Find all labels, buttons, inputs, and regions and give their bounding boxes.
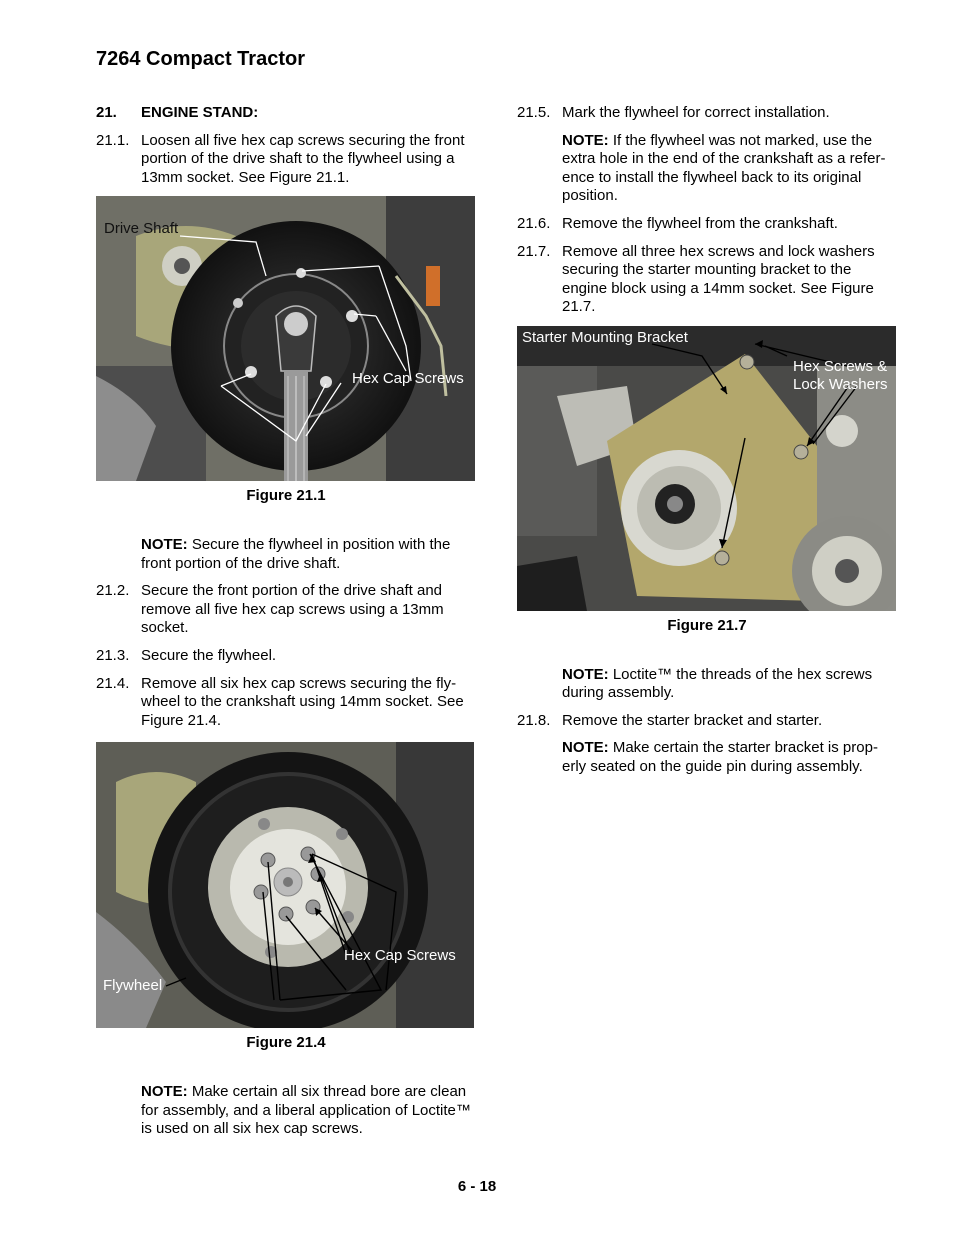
step-21-6 [517,215,897,234]
figure-21-1-photo [96,196,475,481]
right-column [517,104,897,786]
figure-21-7-caption: Figure 21.7 [667,616,747,634]
step-21-3 [96,647,476,666]
label-drive-shaft: Drive Shaft [104,220,179,238]
note-3 [562,132,897,206]
figure-21-4-photo [96,742,474,1028]
note-text: If the flywheel was not marked, use the extra hole in the end of the crankshaft as a refer-ence to install the flywheel back to its original position. [562,131,886,205]
note-1 [141,536,476,573]
step-number: 21.5. [517,104,551,121]
section-heading [96,104,476,123]
figure-21-1-caption: Figure 21.1 [246,487,326,505]
note-text: Loctite™ the threads of the hex screws during assembly. [562,665,873,702]
note-text: Make certain the starter bracket is prop-erly seated on the guide pin during assembly. [562,739,878,775]
page-number: 6 - 18 [457,1178,497,1195]
step-number: 21.4. [96,674,130,692]
step-21-4 [96,675,476,731]
figure-21-7-photo [517,326,896,611]
step-text: Remove the starter bracket and starter. [562,711,823,729]
page-title: 7264 Compact Tractor [96,48,305,70]
note-label: NOTE: [562,739,609,757]
note-label: NOTE: [141,535,188,553]
note-2 [141,1083,476,1139]
label-hex-screws-line1: Hex Screws & [793,357,888,375]
note-label: NOTE: [562,131,609,149]
figure-21-7 [517,326,897,636]
step-text: Remove all six hex cap screws securing the fly-wheel to the crankshaft using 14mm socket. See Figure 21.4. [141,674,464,729]
figure-21-4 [96,742,476,1053]
step-number: 21.8. [517,711,551,729]
step-21-8 [517,712,897,731]
label-flywheel: Flywheel [103,977,163,995]
flywheel-drive-shaft-illustration [96,196,475,481]
section-number: 21. [96,104,117,121]
note-5 [562,739,897,776]
step-21-2 [96,582,476,638]
step-number: 21.1. [96,131,130,149]
step-number: 21.6. [517,214,551,232]
step-text: Mark the flywheel for correct installation. [562,104,830,121]
label-hex-cap-screws: Hex Cap Screws [344,947,456,965]
step-number: 21.7. [517,242,551,260]
note-4 [562,666,897,703]
step-text: Secure the front portion of the drive shaft and remove all five hex cap screws using a 13mm socket. [141,582,444,637]
left-column [96,104,476,1148]
step-21-7 [517,243,897,317]
figure-21-1 [96,196,476,506]
step-number: 21.2. [96,582,130,600]
step-number: 21.3. [96,646,130,664]
note-text: Make certain all six thread bore are clean for assembly, and a liberal application of Loctite™ is used on all six hex cap screws. [141,1082,471,1138]
figure-21-4-caption: Figure 21.4 [246,1034,326,1052]
step-text: Remove all three hex screws and lock washers securing the starter mounting bracket to the engine block using a 14mm socket. See Figure 21.7. [562,242,875,316]
note-text: Secure the flywheel in position with the front portion of the drive shaft. [141,535,451,572]
note-label: NOTE: [562,665,609,683]
section-title: ENGINE STAND: [141,104,259,121]
label-hex-screws-line2: Lock Washers [793,375,888,393]
label-hex-cap-screws: Hex Cap Screws [352,370,464,388]
step-text: Remove the flywheel from the crankshaft. [562,214,838,232]
step-text: Secure the flywheel. [141,646,277,664]
step-21-1 [96,132,476,188]
step-text: Loosen all five hex cap screws securing the front portion of the drive shaft to the flywheel using a 13mm socket. See Figure 21.1. [141,131,465,186]
note-label: NOTE: [141,1082,188,1100]
step-21-5 [517,104,897,123]
label-starter-mounting-bracket: Starter Mounting Bracket [522,328,688,346]
